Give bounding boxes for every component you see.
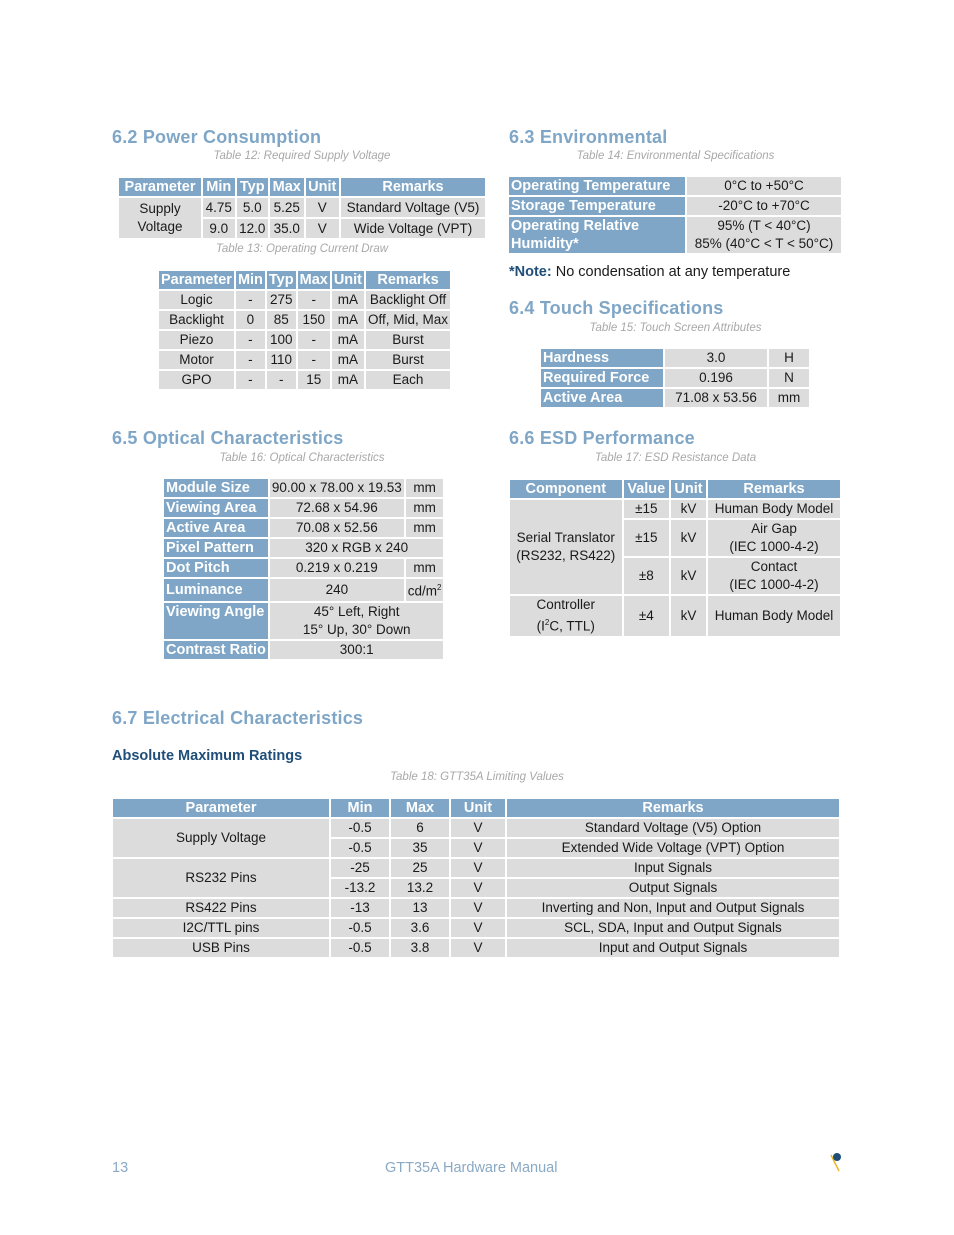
col-header: Remarks — [365, 270, 451, 290]
cell: 320 x RGB x 240 — [269, 538, 445, 558]
cell: 0.196 — [664, 368, 768, 388]
cell: 71.08 x 53.56 — [664, 388, 768, 408]
component-line-2: (RS232, RS422) — [516, 548, 616, 563]
cell: I2C/TTL pins — [112, 918, 330, 938]
table-15-caption: Table 15: Touch Screen Attributes — [589, 322, 762, 334]
component-line-1: Controller — [536, 597, 596, 612]
cell: mA — [331, 290, 365, 310]
cell: Output Signals — [506, 878, 840, 898]
cell: V — [450, 838, 506, 858]
cell: Extended Wide Voltage (VPT) Option — [506, 838, 840, 858]
cell: mm — [405, 558, 445, 578]
cell: 35.0 — [269, 218, 305, 239]
viewing-angle-line-2: 15° Up, 30° Down — [302, 621, 411, 637]
section-heading-optical: 6.5 Optical Characteristics — [112, 428, 344, 448]
cell: Input Signals — [506, 858, 840, 878]
cell: -0.5 — [330, 938, 390, 958]
cell: 300:1 — [269, 640, 445, 660]
cell: Motor — [158, 350, 235, 370]
cell: V — [305, 218, 341, 239]
cell — [405, 578, 445, 602]
col-header: Parameter — [118, 177, 202, 197]
col-header: Unit — [670, 479, 707, 499]
cell: 275 — [266, 290, 297, 310]
cell: 85 — [266, 310, 297, 330]
cell: - — [235, 290, 266, 310]
cell: 5.0 — [236, 197, 270, 218]
cell: V — [450, 818, 506, 838]
cell: -0.5 — [330, 818, 390, 838]
cell — [686, 216, 842, 254]
viewing-angle-line-1: 45° Left, Right — [313, 603, 400, 619]
table-12-supply-voltage — [117, 176, 487, 240]
cell: Burst — [365, 330, 451, 350]
note-label: *Note: — [509, 264, 552, 280]
col-header: Value — [623, 479, 670, 499]
cell: 72.68 x 54.96 — [269, 498, 405, 518]
cell: 0 — [235, 310, 266, 330]
cell: mA — [331, 330, 365, 350]
cell: Logic — [158, 290, 235, 310]
cell — [707, 557, 841, 595]
cell: 110 — [266, 350, 297, 370]
cell: - — [235, 370, 266, 390]
cell: V — [305, 197, 341, 218]
cell: V — [450, 878, 506, 898]
cell: 240 — [269, 578, 405, 602]
cell: 13.2 — [390, 878, 450, 898]
cell: Standard Voltage (V5) — [340, 197, 486, 218]
cell: 90.00 x 78.00 x 19.53 — [269, 478, 405, 498]
cell: Each — [365, 370, 451, 390]
row-label: Viewing Area — [163, 498, 269, 518]
table-row — [112, 898, 840, 918]
cell: Inverting and Non, Input and Output Signals — [506, 898, 840, 918]
table-16-optical — [162, 477, 445, 661]
cell: 6 — [390, 818, 450, 838]
cell: RS422 Pins — [112, 898, 330, 918]
col-header: Max — [269, 177, 305, 197]
section-heading-power: 6.2 Power Consumption — [112, 127, 322, 147]
section-heading-touch: 6.4 Touch Specifications — [509, 298, 724, 318]
col-header: Unit — [331, 270, 365, 290]
cell: kV — [670, 557, 707, 595]
cell: N — [768, 368, 810, 388]
cell: Piezo — [158, 330, 235, 350]
row-label: Active Area — [163, 518, 269, 538]
row-label: Pixel Pattern — [163, 538, 269, 558]
cell: 100 — [266, 330, 297, 350]
row-label: Operating Relative Humidity* — [508, 216, 686, 254]
col-header: Typ — [266, 270, 297, 290]
cell: mm — [405, 518, 445, 538]
col-header: Remarks — [340, 177, 486, 197]
col-header: Min — [330, 798, 390, 818]
component-cell — [509, 499, 623, 595]
table-row — [112, 938, 840, 958]
section-heading-electrical: 6.7 Electrical Characteristics — [112, 708, 364, 728]
cell: 35 — [390, 838, 450, 858]
col-header: Remarks — [707, 479, 841, 499]
col-header: Max — [390, 798, 450, 818]
cell: - — [235, 330, 266, 350]
cell: 3.0 — [664, 348, 768, 368]
cell: Off, Mid, Max — [365, 310, 451, 330]
cell: Burst — [365, 350, 451, 370]
cell: 150 — [297, 310, 331, 330]
table-17-esd — [508, 478, 842, 638]
section-heading-environmental: 6.3 Environmental — [509, 127, 668, 147]
cell: Backlight — [158, 310, 235, 330]
cell: -13 — [330, 898, 390, 918]
cell: -20°C to +70°C — [686, 196, 842, 216]
cell: V — [450, 938, 506, 958]
page-number: 13 — [112, 1160, 129, 1176]
row-label: Dot Pitch — [163, 558, 269, 578]
cell: 5.25 — [269, 197, 305, 218]
section-heading-esd: 6.6 ESD Performance — [509, 428, 695, 448]
cell: 3.8 — [390, 938, 450, 958]
cell: mA — [331, 310, 365, 330]
table-16-caption: Table 16: Optical Characteristics — [219, 452, 385, 464]
cell: USB Pins — [112, 938, 330, 958]
row-label: Operating Temperature — [508, 176, 686, 196]
cell: ±8 — [623, 557, 670, 595]
cell: - — [297, 330, 331, 350]
param-cell: Supply Voltage — [118, 197, 202, 239]
cell: ±4 — [623, 595, 670, 637]
table-12-caption: Table 12: Required Supply Voltage — [213, 150, 391, 162]
cell: kV — [670, 499, 707, 519]
cell: ±15 — [623, 499, 670, 519]
table-15-touch — [539, 347, 811, 409]
remark-line-2: (IEC 1000-4-2) — [729, 539, 819, 554]
table-row — [158, 290, 451, 310]
cell: V — [450, 898, 506, 918]
cell: - — [297, 290, 331, 310]
cell: -13.2 — [330, 878, 390, 898]
cell: mA — [331, 350, 365, 370]
cell: 3.6 — [390, 918, 450, 938]
text: (I — [536, 618, 545, 634]
note-text: No condensation at any temperature — [551, 264, 791, 280]
cell: 4.75 — [202, 197, 236, 218]
table-18-limiting-values — [111, 797, 841, 959]
row-label: Luminance — [163, 578, 269, 602]
cell: mm — [405, 498, 445, 518]
footer-title: GTT35A Hardware Manual — [385, 1160, 558, 1176]
col-header: Min — [202, 177, 236, 197]
row-label: Contrast Ratio — [163, 640, 269, 660]
col-header: Typ — [236, 177, 270, 197]
row-label: Module Size — [163, 478, 269, 498]
col-header: Min — [235, 270, 266, 290]
cell: V — [450, 858, 506, 878]
cell: mA — [331, 370, 365, 390]
cell: Human Body Model — [707, 595, 841, 637]
col-header: Max — [297, 270, 331, 290]
cell: 12.0 — [236, 218, 270, 239]
table-row — [158, 330, 451, 350]
col-header: Parameter — [112, 798, 330, 818]
component-line-1: Serial Translator — [516, 530, 615, 545]
cell: 13 — [390, 898, 450, 918]
row-label: Viewing Angle — [163, 602, 269, 640]
cell: GPO — [158, 370, 235, 390]
table-14-environmental — [507, 175, 843, 255]
cell: 0°C to +50°C — [686, 176, 842, 196]
cell: H — [768, 348, 810, 368]
humidity-value-1: 95% (T < 40°C) — [717, 218, 811, 233]
cell: kV — [670, 595, 707, 637]
cell: -0.5 — [330, 918, 390, 938]
row-label: Required Force — [540, 368, 664, 388]
table-14-caption: Table 14: Environmental Specifications — [576, 150, 775, 162]
cell: mm — [768, 388, 810, 408]
remark-line-1: Contact — [750, 559, 798, 574]
row-label: Hardness — [540, 348, 664, 368]
table-row — [158, 350, 451, 370]
cell: SCL, SDA, Input and Output Signals — [506, 918, 840, 938]
unit-superscript: 2 — [437, 583, 442, 592]
table-17-caption: Table 17: ESD Resistance Data — [594, 452, 757, 464]
cell: 9.0 — [202, 218, 236, 239]
table-13-current-draw — [157, 269, 452, 391]
cell: - — [266, 370, 297, 390]
cell: Human Body Model — [707, 499, 841, 519]
col-header: Parameter — [158, 270, 235, 290]
row-label: Storage Temperature — [508, 196, 686, 216]
table-row — [158, 310, 451, 330]
cell: Standard Voltage (V5) Option — [506, 818, 840, 838]
param-cell: RS232 Pins — [112, 858, 330, 898]
unit-text: cd/m — [407, 583, 438, 599]
cell — [269, 602, 445, 640]
cell: 0.219 x 0.219 — [269, 558, 405, 578]
component-cell — [509, 595, 623, 637]
col-header: Unit — [450, 798, 506, 818]
col-header: Unit — [305, 177, 341, 197]
remark-line-1: Air Gap — [751, 521, 797, 536]
humidity-value-2: 85% (40°C < T < 50°C) — [694, 236, 834, 251]
cell: 25 — [390, 858, 450, 878]
cell — [707, 519, 841, 557]
cell: mm — [405, 478, 445, 498]
cell: ±15 — [623, 519, 670, 557]
cell: 15 — [297, 370, 331, 390]
table-row — [158, 370, 451, 390]
col-header: Remarks — [506, 798, 840, 818]
cell: kV — [670, 519, 707, 557]
component-line-2 — [512, 614, 620, 636]
subheading-absolute-max: Absolute Maximum Ratings — [112, 748, 303, 764]
table-row — [112, 918, 840, 938]
remark-line-2: (IEC 1000-4-2) — [729, 577, 819, 592]
cell: 70.08 x 52.56 — [269, 518, 405, 538]
col-header: Component — [509, 479, 623, 499]
cell: - — [235, 350, 266, 370]
cell: -0.5 — [330, 838, 390, 858]
text: C, TTL) — [549, 618, 595, 634]
cell: - — [297, 350, 331, 370]
superscript: 2 — [544, 618, 550, 627]
logo-icon — [826, 1150, 846, 1174]
cell: Backlight Off — [365, 290, 451, 310]
param-cell: Supply Voltage — [112, 818, 330, 858]
cell: Wide Voltage (VPT) — [340, 218, 486, 239]
row-label: Active Area — [540, 388, 664, 408]
cell: -25 — [330, 858, 390, 878]
environmental-note — [509, 264, 790, 280]
cell: Input and Output Signals — [506, 938, 840, 958]
table-13-caption: Table 13: Operating Current Draw — [215, 243, 389, 255]
cell: V — [450, 918, 506, 938]
table-18-caption: Table 18: GTT35A Limiting Values — [390, 771, 564, 783]
